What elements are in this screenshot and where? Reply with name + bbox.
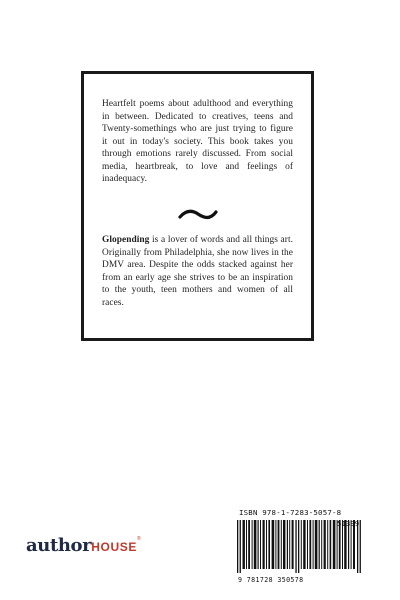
isbn-barcode <box>229 496 370 592</box>
publisher-logo <box>26 537 141 555</box>
isbn-label: ISBN 978-1-7283-5057-8 <box>239 508 342 517</box>
registered-mark: ® <box>136 536 141 542</box>
author-bio-text: is a lover of words and all things art. Originally from Philadelphia, she now lives in the DMV area. Despite the odds stacked against her from an early age she strives to be an inspiration to the youth, teen mothers and women of all races. <box>102 235 293 308</box>
publisher-logo-author: author <box>26 535 92 556</box>
price-code: 51399 <box>337 519 360 528</box>
publisher-logo-house: HOUSE <box>91 540 137 554</box>
author-name: Glopending <box>102 235 150 245</box>
blurb-paragraph-description: Heartfelt poems about adulthood and everything in between. Dedicated to creatives, teens and Twenty-somethings who are just trying to figure it out in today's society. This book takes you through emotions rarely discussed. From social media, heartbreak, to love and feelings of inadequacy. <box>102 99 293 184</box>
tilde-swash-ornament-icon <box>178 208 218 222</box>
blurb-box <box>81 71 314 341</box>
blurb-paragraph-author-bio <box>102 234 293 309</box>
ean-digits: 9 781728 350578 <box>238 576 304 584</box>
